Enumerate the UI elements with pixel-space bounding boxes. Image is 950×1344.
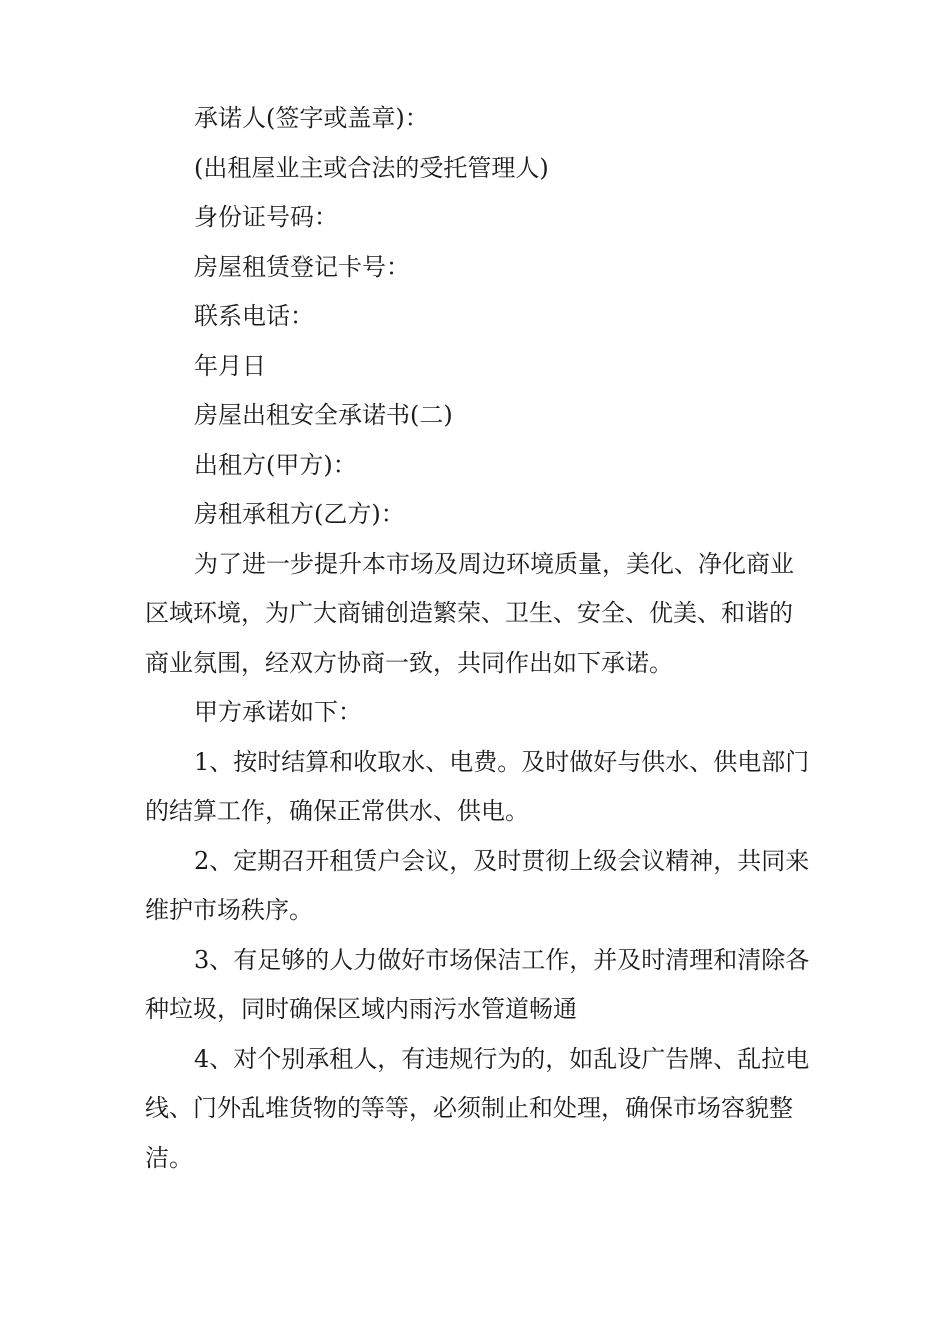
- signer-note: (出租屋业主或合法的受托管理人): [194, 153, 549, 182]
- signer-line: 承诺人(签字或盖章)：: [194, 104, 429, 132]
- party-a-promises-heading: 甲方承诺如下：: [194, 698, 362, 726]
- promise-item-3: 3、有足够的人力做好市场保洁工作，并及时清理和清除各种垃圾，同时确保区域内雨污水管道畅通: [145, 945, 810, 1023]
- id-number-line: 身份证号码：: [194, 203, 338, 231]
- intro-paragraph: 为了进一步提升本市场及周边环境质量，美化、净化商业区域环境，为广大商铺创造繁荣、卫生、安全、优美、和谐的商业氛围，经双方协商一致，共同作出如下承诺。: [145, 549, 794, 677]
- phone-line: 联系电话：: [194, 302, 314, 330]
- date-line: 年月日: [194, 351, 266, 380]
- document-page: [145, 94, 815, 1183]
- party-b-line: 房租承租方(乙方)：: [194, 500, 405, 528]
- registration-card-line: 房屋租赁登记卡号：: [194, 252, 410, 281]
- section-title: 房屋出租安全承诺书(二): [194, 401, 453, 429]
- promise-item-2: 2、定期召开租赁户会议，及时贯彻上级会议精神，共同来维护市场秩序。: [145, 846, 810, 924]
- promise-item-4: 4、对个别承租人，有违规行为的，如乱设广告牌、乱拉电线、门外乱堆货物的等等，必须制止和处理，确保市场容貌整洁。: [145, 1044, 810, 1172]
- promise-item-1: 1、按时结算和收取水、电费。及时做好与供水、供电部门的结算工作，确保正常供水、供电。: [145, 747, 810, 825]
- party-a-line: 出租方(甲方)：: [194, 450, 357, 479]
